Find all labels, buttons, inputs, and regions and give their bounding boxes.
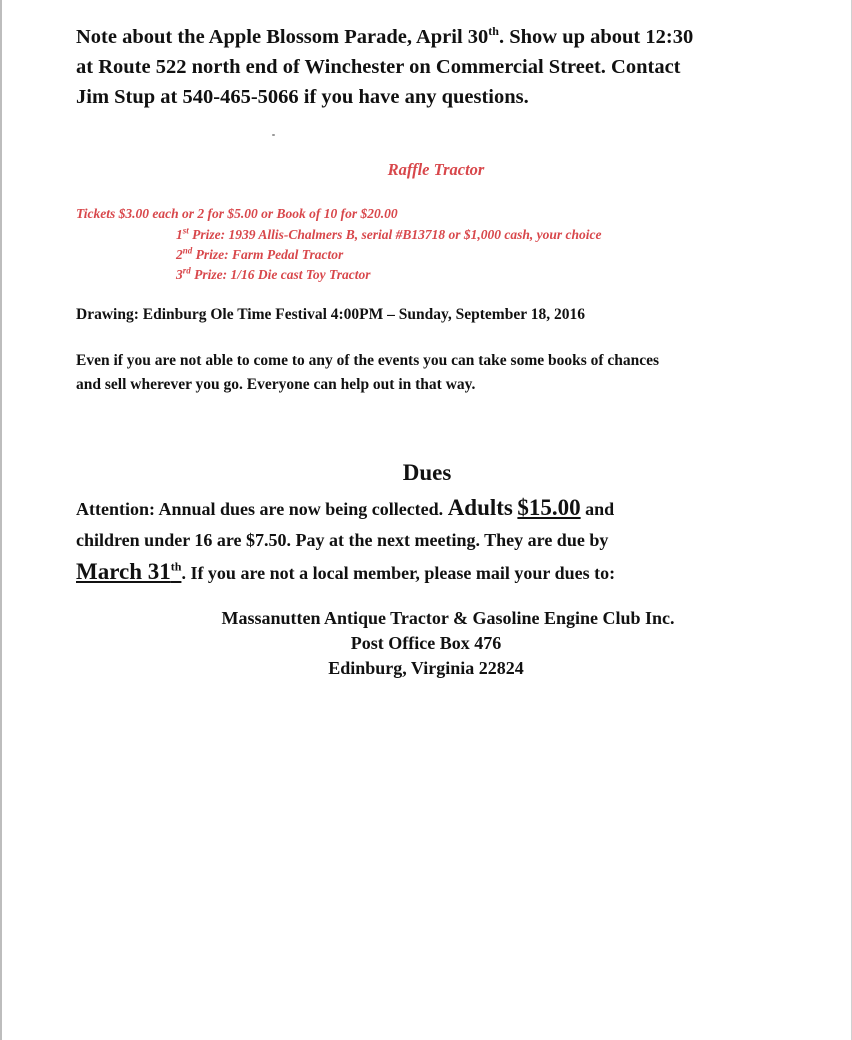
dues-heading [0, 460, 852, 486]
parade-note-line2: at Route 522 north end of Winchester on Commercial Street. Contact [76, 56, 681, 78]
page-left-edge [0, 0, 2, 1040]
address-line2: Post Office Box 476 [350, 633, 502, 653]
raffle-title-text: Raffle Tractor [387, 160, 485, 179]
help-note-line1: Even if you are not able to come to any of the events you can take some books of chances [76, 352, 660, 369]
drawing-info: Drawing: Edinburg Ole Time Festival 4:00PM – Sunday, September 18, 2016 [76, 306, 585, 323]
scan-speck [272, 134, 275, 136]
mailing-address [0, 606, 852, 681]
help-note [76, 349, 776, 397]
prize-item-3 [176, 265, 602, 285]
dues-adults-amount: $15.00 [517, 495, 581, 520]
dues-adults-label: Adults [447, 495, 513, 520]
raffle-title [0, 160, 852, 180]
prize-1-ordinal: 1 [176, 227, 183, 242]
parade-note-line1-a: Note about the Apple Blossom Parade, April 30 [76, 26, 489, 48]
address-line3: Edinburg, Virginia 22824 [328, 658, 524, 678]
prize-3-suffix: rd [182, 265, 191, 276]
dues-after-date: . If you are not a local member, please mail your dues to: [181, 563, 616, 583]
dues-after-adults: and [580, 499, 615, 519]
prize-3-ordinal: 3 [176, 267, 183, 282]
prize-1-suffix: st [182, 225, 189, 236]
prize-item-1 [176, 225, 602, 245]
dues-due-date-main: March 31 [76, 559, 171, 584]
prize-1-text: Prize: 1939 Allis-Chalmers B, serial #B13718 or $1,000 cash, your choice [188, 227, 602, 242]
raffle-prize-list [176, 225, 602, 285]
dues-intro: Attention: Annual dues are now being collected. [76, 499, 448, 519]
dues-text [76, 492, 776, 589]
parade-note [76, 22, 776, 112]
parade-note-line3: Jim Stup at 540-465-5066 if you have any questions. [76, 86, 529, 108]
parade-note-line1-b: . Show up about 12:30 [498, 26, 694, 48]
prize-item-2 [176, 245, 602, 265]
help-note-line2: and sell wherever you go. Everyone can help out in that way. [76, 376, 476, 393]
prize-2-text: Prize: Farm Pedal Tractor [192, 247, 344, 262]
prize-2-suffix: nd [182, 245, 193, 256]
raffle-tickets: Tickets $3.00 each or 2 for $5.00 or Book of 10 for $20.00 [76, 206, 398, 221]
dues-line2: children under 16 are $7.50. Pay at the next meeting. They are due by [76, 530, 609, 550]
address-line1: Massanutten Antique Tractor & Gasoline Engine Club Inc. [221, 608, 675, 628]
dues-heading-text: Dues [402, 460, 452, 485]
prize-2-ordinal: 2 [176, 247, 183, 262]
parade-note-line1-sup: th [488, 24, 499, 39]
dues-due-date-sup: th [170, 559, 182, 574]
prize-3-text: Prize: 1/16 Die cast Toy Tractor [190, 267, 371, 282]
dues-due-date [76, 559, 181, 584]
